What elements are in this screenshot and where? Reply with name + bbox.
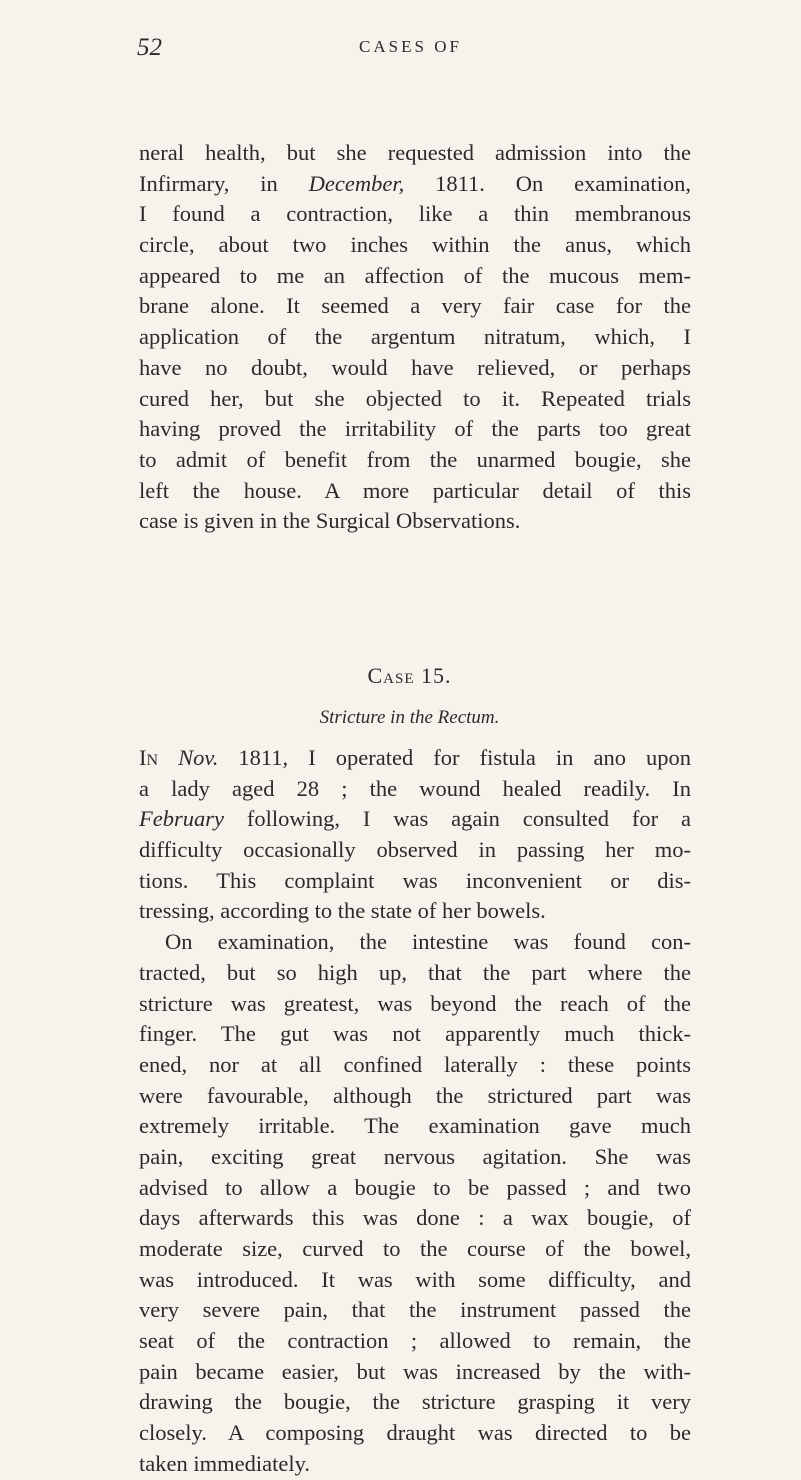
text-line: tracted, but so high up, that the part where the — [139, 959, 691, 985]
text-line: tions. This complaint was inconvenient or dis- — [139, 867, 691, 893]
paragraph-continued — [139, 138, 691, 537]
text-line: Infirmary, in December, 1811. On examination, — [139, 170, 691, 196]
text-line: pain became easier, but was increased by the with- — [139, 1358, 691, 1384]
text-line: extremely irritable. The examination gave much — [139, 1113, 691, 1139]
text-line: circle, about two inches within the anus, which — [139, 232, 691, 258]
case-heading: Case 15. — [367, 663, 452, 688]
text-line: were favourable, although the strictured part was — [139, 1082, 691, 1108]
text-line: ened, nor at all confined laterally : these points — [139, 1051, 691, 1077]
text-line: seat of the contraction ; allowed to remain, the — [139, 1328, 691, 1354]
page-number: 52 — [137, 34, 162, 61]
text-line: cured her, but she objected to it. Repeated trials — [139, 385, 691, 411]
text-line: appeared to me an affection of the mucous mem- — [139, 262, 691, 288]
text-line: application of the argentum nitratum, which, I — [139, 324, 691, 350]
text-line: days afterwards this was done : a wax bougie, of — [139, 1205, 691, 1231]
text-line: very severe pain, that the instrument passed the — [139, 1297, 691, 1323]
text-line: February following, I was again consulted for a — [139, 806, 691, 832]
text-line: having proved the irritability of the parts too great — [139, 416, 691, 442]
page-header — [0, 34, 801, 74]
text-line: closely. A composing draught was directed to be — [139, 1420, 691, 1446]
text-line: pain, exciting great nervous agitation. She was — [139, 1143, 691, 1169]
text-line: case is given in the Surgical Observations. — [139, 508, 521, 534]
text-line: finger. The gut was not apparently much thick- — [139, 1021, 691, 1047]
text-line: was introduced. It was with some difficulty, and — [139, 1266, 691, 1292]
case-paragraph — [139, 743, 691, 1480]
text-line: tressing, according to the state of her bowels. — [139, 898, 546, 924]
text-line: difficulty occasionally observed in passing her mo- — [139, 837, 691, 863]
text-line: left the house. A more particular detail of this — [139, 477, 691, 503]
text-line: On examination, the intestine was found con- — [165, 929, 691, 955]
italic-month: Nov. — [178, 745, 219, 770]
text-line: drawing the bougie, the stricture grasping it very — [139, 1389, 691, 1415]
italic-month: February — [139, 806, 224, 832]
text-line: In Nov. 1811, I operated for fistula in ano upon — [139, 745, 691, 770]
text-line: I found a contraction, like a thin membranous — [139, 201, 691, 227]
text-line: taken immediately. — [139, 1450, 310, 1476]
text-line: have no doubt, would have relieved, or perhaps — [139, 354, 691, 380]
text-line: to admit of benefit from the unarmed bougie, she — [139, 446, 691, 472]
text-line: stricture was greatest, was beyond the reach of the — [139, 990, 691, 1016]
text-line: a lady aged 28 ; the wound healed readily. In — [139, 775, 691, 801]
text-line: brane alone. It seemed a very fair case for the — [139, 293, 691, 319]
case-subheading: Stricture in the Rectum. — [319, 707, 500, 728]
italic-date: December, — [308, 170, 405, 196]
text-line: advised to allow a bougie to be passed ; and two — [139, 1174, 691, 1200]
running-head: CASES OF — [359, 37, 462, 56]
text-line: moderate size, curved to the course of the bowel, — [139, 1236, 691, 1261]
text-line: neral health, but she requested admission into the — [139, 140, 691, 165]
